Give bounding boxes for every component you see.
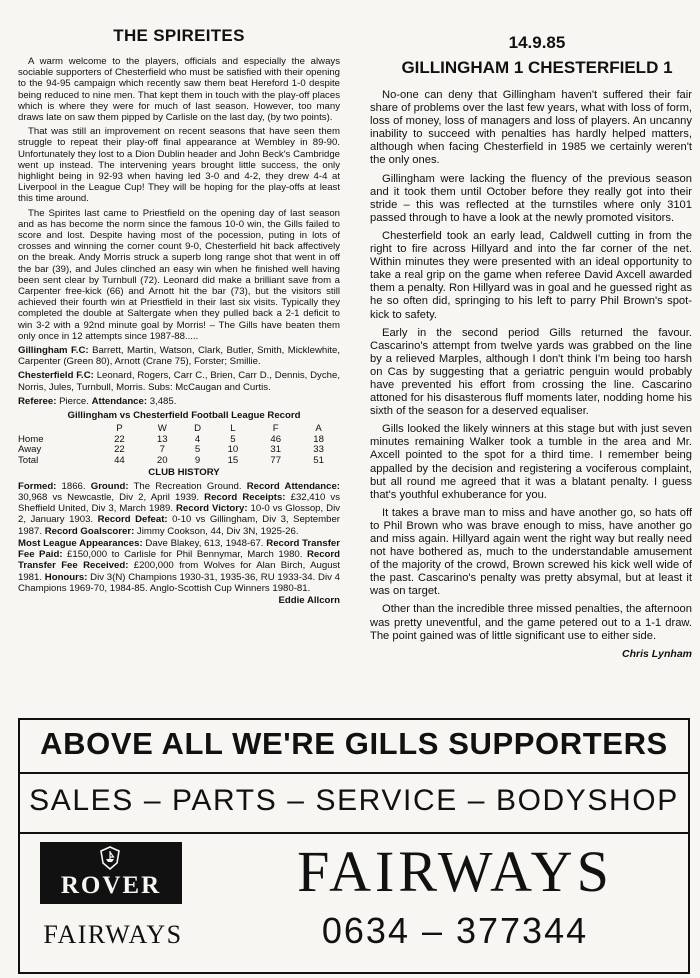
col-d: D [194, 423, 202, 435]
col-p: P [116, 423, 123, 435]
club-history-honours: Most League Appearances: Dave Blakey, 613, 1948-67. Record Transfer Fee Paid: £150,000 to Carlisle for Phil Bennymar, March 1980. Record Transfer Fee Received: £200,000 from Wolves for Alan Birch, August 1981. Honours: Div 3(N) Champions 1930-31, 1935-36, RU 1933-34. Div 4 Champions 1969-70, 1984-85. Anglo-Scottish Cup Winners 1980-81. [18, 537, 340, 594]
club-history-title: CLUB HISTORY [148, 466, 220, 478]
spireites-title: THE SPIREITES [113, 26, 245, 45]
match-score-title: GILLINGHAM 1 CHESTERFIELD 1 [401, 58, 673, 77]
attendance-value: 3,485. [149, 395, 177, 407]
viking-ship-icon [98, 846, 122, 870]
advert-services: SALES – PARTS – SERVICE – BODYSHOP [29, 784, 679, 817]
report-paragraph: Early in the second period Gills returned the favour. Cascarino's attempt from twelve yards was grabbed on the line by a relieved Marples, although I don't think I'm being too harsh on Cas by suggesting that a geriatric penguin would probably have prevented his effort from crossing the line. Cascarino attoned for his disasterous fluff moments later, nodding home his sixth of the season for a deserved equaliser. [370, 326, 692, 418]
table-row: Total 44 20 9 15 77 51 [18, 455, 324, 467]
report-paragraph: No-one can deny that Gillingham haven't suffered their fair share of problems over the last few years, what with loss of form, loss of money, loss of managers and loss of players. An uncanny inability to succeed with penalties has hardly helped matters, although when facing Chesterfield in 1985 we certainly weren't the only ones. [370, 89, 692, 167]
gillingham-lineup [18, 345, 340, 367]
divider [20, 772, 688, 774]
referee-label: Referee: [18, 395, 57, 407]
gillingham-label: Gillingham F.C: [18, 345, 89, 357]
spireites-paragraph: A warm welcome to the players, officials and especially the always sociable supporters of Chesterfield who must be satisfied with their opening to the 94-95 campaign which recently saw them beat Hereford 1-0 despite being reduced to nine men. That kept them in touch with the play-off places which is where they were for much of last season. However, too many draws late on saw them pipped by Carlisle on the last day, (by two points). [18, 56, 340, 124]
author-chris: Chris Lynham [621, 647, 692, 660]
league-record-table [18, 424, 340, 466]
spireites-body [18, 56, 340, 609]
col-l: L [230, 423, 236, 435]
report-paragraph: Chesterfield took an early lead, Caldwell cutting in from the right to fire across Hillyard and into the far corner of the net. Within minutes they were presented with an ideal opportunity to take a real grip on the game when referee David Axcell awarded them a penalty. Ron Hillyard was in goal and he guessed right as he so often did, springing to his left to parry Phil Brown's spot-kick to safety. [370, 229, 692, 321]
chesterfield-players: Leonard, Rogers, Carr C., Brien, Carr D., Dennis, Dyche, Norris, Jules, Turnbull, Morris. Subs: McCaugan and Curtis. [18, 370, 340, 393]
chesterfield-lineup [18, 370, 340, 392]
report-paragraph: It takes a brave man to miss and have another go, so hats off to Phil Brown who was brave enough to miss, have another go and miss again. Hillyard again went the right way but really need not have bothered as, much to the understandable amusement of the majority of the crowd, Brown screwed his kick well wide of the past. Cascarino's penalty was pretty absymal, but at least it was on target. [370, 506, 692, 598]
divider [20, 832, 688, 834]
col-f: F [272, 423, 279, 435]
match-date: 14.9.85 [508, 33, 566, 52]
dealer-name-large: FAIRWAYS [297, 839, 613, 904]
col-a: A [315, 423, 322, 435]
rover-logo [40, 842, 182, 904]
dealer-name-small: FAIRWAYS [43, 920, 183, 949]
club-history [18, 481, 340, 594]
table-row: Home 22 13 4 5 46 18 [18, 433, 324, 445]
fairways-advert [18, 718, 690, 974]
gillingham-players: Barrett, Martin, Watson, Clark, Butler, Smith, Micklewhite, Carpenter (Green 80), Arnott (Crane 75), Forster; Smillie. [18, 345, 341, 368]
rover-wordmark: ROVER [60, 872, 162, 899]
report-paragraph: Gillingham were lacking the fluency of the previous season and it took them until October before they really got into their stride – this was reflected at the turnstiles where only 3101 passed through to have a look at the newly promoted visitors. [370, 172, 692, 224]
spireites-paragraph: The Spirites last came to Priestfield on the opening day of last season and as has become the norm since the famous 10-0 win, the Gills failed to score and lost. Despite having most of the pocession, puting in lots of crosses and winning the corner count 9-0, Chesterfield hit back affectively on the break. Andy Morris struck a superb long range shot that went in off the bar (39), and Jules clinched an easy win when he finished well having been sent clear by Turnbull (72). Leonard did make a brilliant save from a Carpenter free-kick (66) and Arnott hit the bar (73), but the visitors still achieved their fourth win at Priestfield in their last six visits. Typically they completed the double at Saltergate when they pulled back a 2-1 deficit to win 3-2 with a 92nd minute goal by Morris! – The Gills have beaten them only once in 12 attempts since 1987-88..... [18, 207, 340, 342]
league-record-title: Gillingham vs Chesterfield Football League Record [67, 410, 301, 422]
spireites-paragraph: That was still an improvement on recent seasons that have seen them struggle to repeat their play-off final appearance at Wembley in 89-90. Unfortunately they lost to a Dion Dublin header and John Beck's Cambridge went up instead. The intervening years brought little success, the only highlight being in 92-93 when having led 3-0 and 4-2, they drew 4-4 at Liverpool in the League Cup! They will be hoping for the play-offs at least this time around. [18, 126, 340, 205]
chesterfield-label: Chesterfield F.C: [18, 370, 94, 382]
col-w: W [157, 423, 167, 435]
officials-line [18, 396, 340, 407]
club-history-records: Formed: 1866. Ground: The Recreation Ground. Record Attendance: 30,968 vs Newcastle, Div 2, April 1939. Record Receipts: £32,410 vs Sheffield United, Div 3, March 1989. Record Victory: 10-0 vs Glossop, Div 2, January 1903. Record Defeat: 0-10 vs Gillingham, Div 3, September 1987. Record Goalscorer: Jimmy Cookson, 44, Div 3N, 1925-26. [18, 480, 341, 537]
advert-headline: ABOVE ALL WE'RE GILLS SUPPORTERS [40, 726, 668, 761]
referee-value: Pierce. [59, 395, 89, 407]
report-paragraph: Gills looked the likely winners at this stage but with just seven minutes remaining Walker took a tumble in the area and Mr. Axcell pointed to the spot for a third time. I remember being appalled by the decision and registering a vociferous complaint, but all round me agreed that it was a blatant penalty. I guess that's youthful exhuberance for you. [370, 423, 692, 501]
attendance-label: Attendance: [91, 395, 148, 407]
table-row: Away 22 7 5 10 31 33 [18, 444, 324, 456]
dealer-phone: 0634 – 377344 [321, 910, 589, 951]
report-paragraph: Other than the incredible three missed penalties, the afternoon was pretty uneventful, and the game petered out to a 1-1 draw. The point gained was of little significant use to either side. [370, 603, 692, 642]
author-eddie: Eddie Allcorn [278, 594, 340, 606]
match-report [370, 89, 692, 666]
table-header-row [18, 424, 340, 435]
